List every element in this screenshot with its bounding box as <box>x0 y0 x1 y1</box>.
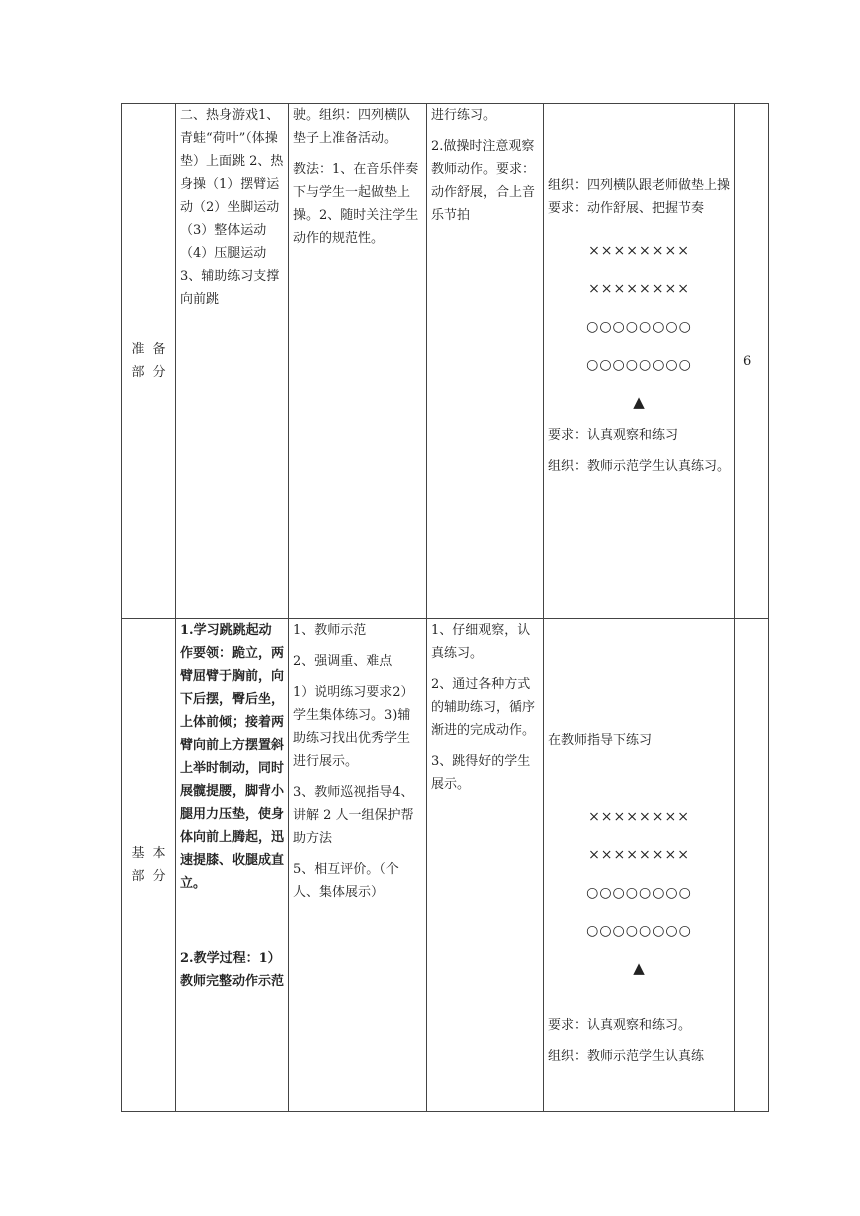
teacher-text: 驶。组织：四列横队垫子上准备活动。 <box>293 108 411 146</box>
time-cell: 6 <box>735 104 769 619</box>
formation-row: ×××××××× <box>588 243 690 259</box>
table-row <box>122 619 769 1112</box>
requirement-text: 要求：认真观察和练习 <box>548 428 679 443</box>
table-row <box>122 104 769 619</box>
teacher-text: 1）说明练习要求2）学生集体练习。3)辅助练习找出优秀学生进行展示。 <box>293 685 414 769</box>
organization-text: 组织：教师示范学生认真练习。 <box>548 459 731 474</box>
time-cell <box>735 619 769 1112</box>
formation-row: ○○○○○○○○ <box>586 923 692 939</box>
organization-cell <box>544 104 735 619</box>
teacher-text: 5、相互评价。（个人、集体展示） <box>293 862 399 900</box>
organization-text: 在教师指导下练习 <box>548 733 653 748</box>
section-label: 基本部分 <box>122 619 176 1112</box>
formation-row: ×××××××× <box>588 281 690 297</box>
teacher-text: 教法：1、在音乐伴奏下与学生一起做垫上操。2、随时关注学生动作的规范性。 <box>293 162 419 246</box>
formation-row: ×××××××× <box>588 847 690 863</box>
content-text: 1.学习跳跳起动作要领：跪立，两臂屈臂于胸前，向下后摆，臀后坐，上体前倾；接着两臂向前上方摆置斜上举时制动，同时展髋提腰，脚背小腿用力压垫，使身体向前上腾起，迅速提膝、收腿成直立。 <box>180 623 285 891</box>
teacher-text: 3、教师巡视指导4、讲解 2 人一组保护帮助方法 <box>293 785 414 846</box>
organization-text: 组织：四列横队跟老师做垫上操要求：动作舒展、把握节奏 <box>548 178 731 216</box>
teacher-position-marker: ▲ <box>633 393 645 411</box>
content-text: 2.教学过程：1）教师完整动作示范 <box>180 951 285 989</box>
student-text: 3、跳得好的学生展示。 <box>431 754 531 792</box>
teacher-activity-cell <box>289 619 427 1112</box>
section-label: 准备部分 <box>122 104 176 619</box>
teacher-position-marker: ▲ <box>633 959 645 977</box>
organization-text: 组织：教师示范学生认真练 <box>548 1049 705 1064</box>
requirement-text: 要求：认真观察和练习。 <box>548 1018 692 1033</box>
teacher-text: 2、强调重、难点 <box>293 654 393 669</box>
student-text: 2.做操时注意观察教师动作。要求：动作舒展，合上音乐节拍 <box>431 139 536 223</box>
formation-row: ○○○○○○○○ <box>586 319 692 335</box>
student-activity-cell <box>427 104 544 619</box>
student-activity-cell <box>427 619 544 1112</box>
content-cell <box>176 619 289 1112</box>
formation-row: ×××××××× <box>588 809 690 825</box>
teacher-activity-cell <box>289 104 427 619</box>
student-text: 1、仔细观察，认真练习。 <box>431 623 531 661</box>
student-text: 进行练习。 <box>431 108 497 123</box>
organization-cell <box>544 619 735 1112</box>
formation-row: ○○○○○○○○ <box>586 885 692 901</box>
content-cell <box>176 104 289 619</box>
lesson-plan-table <box>121 103 769 1112</box>
student-text: 2、通过各种方式的辅助练习，循序渐进的完成动作。 <box>431 677 536 738</box>
formation-row: ○○○○○○○○ <box>586 357 692 373</box>
teacher-text: 1、教师示范 <box>293 623 367 638</box>
content-text: 二、热身游戏1、青蛙“荷叶”（体操垫）上面跳 2、热身操（1）摆臂运动（2）坐脚运动（3）整体运动（4）压腿运动 3、辅助练习支撑向前跳 <box>180 108 284 307</box>
